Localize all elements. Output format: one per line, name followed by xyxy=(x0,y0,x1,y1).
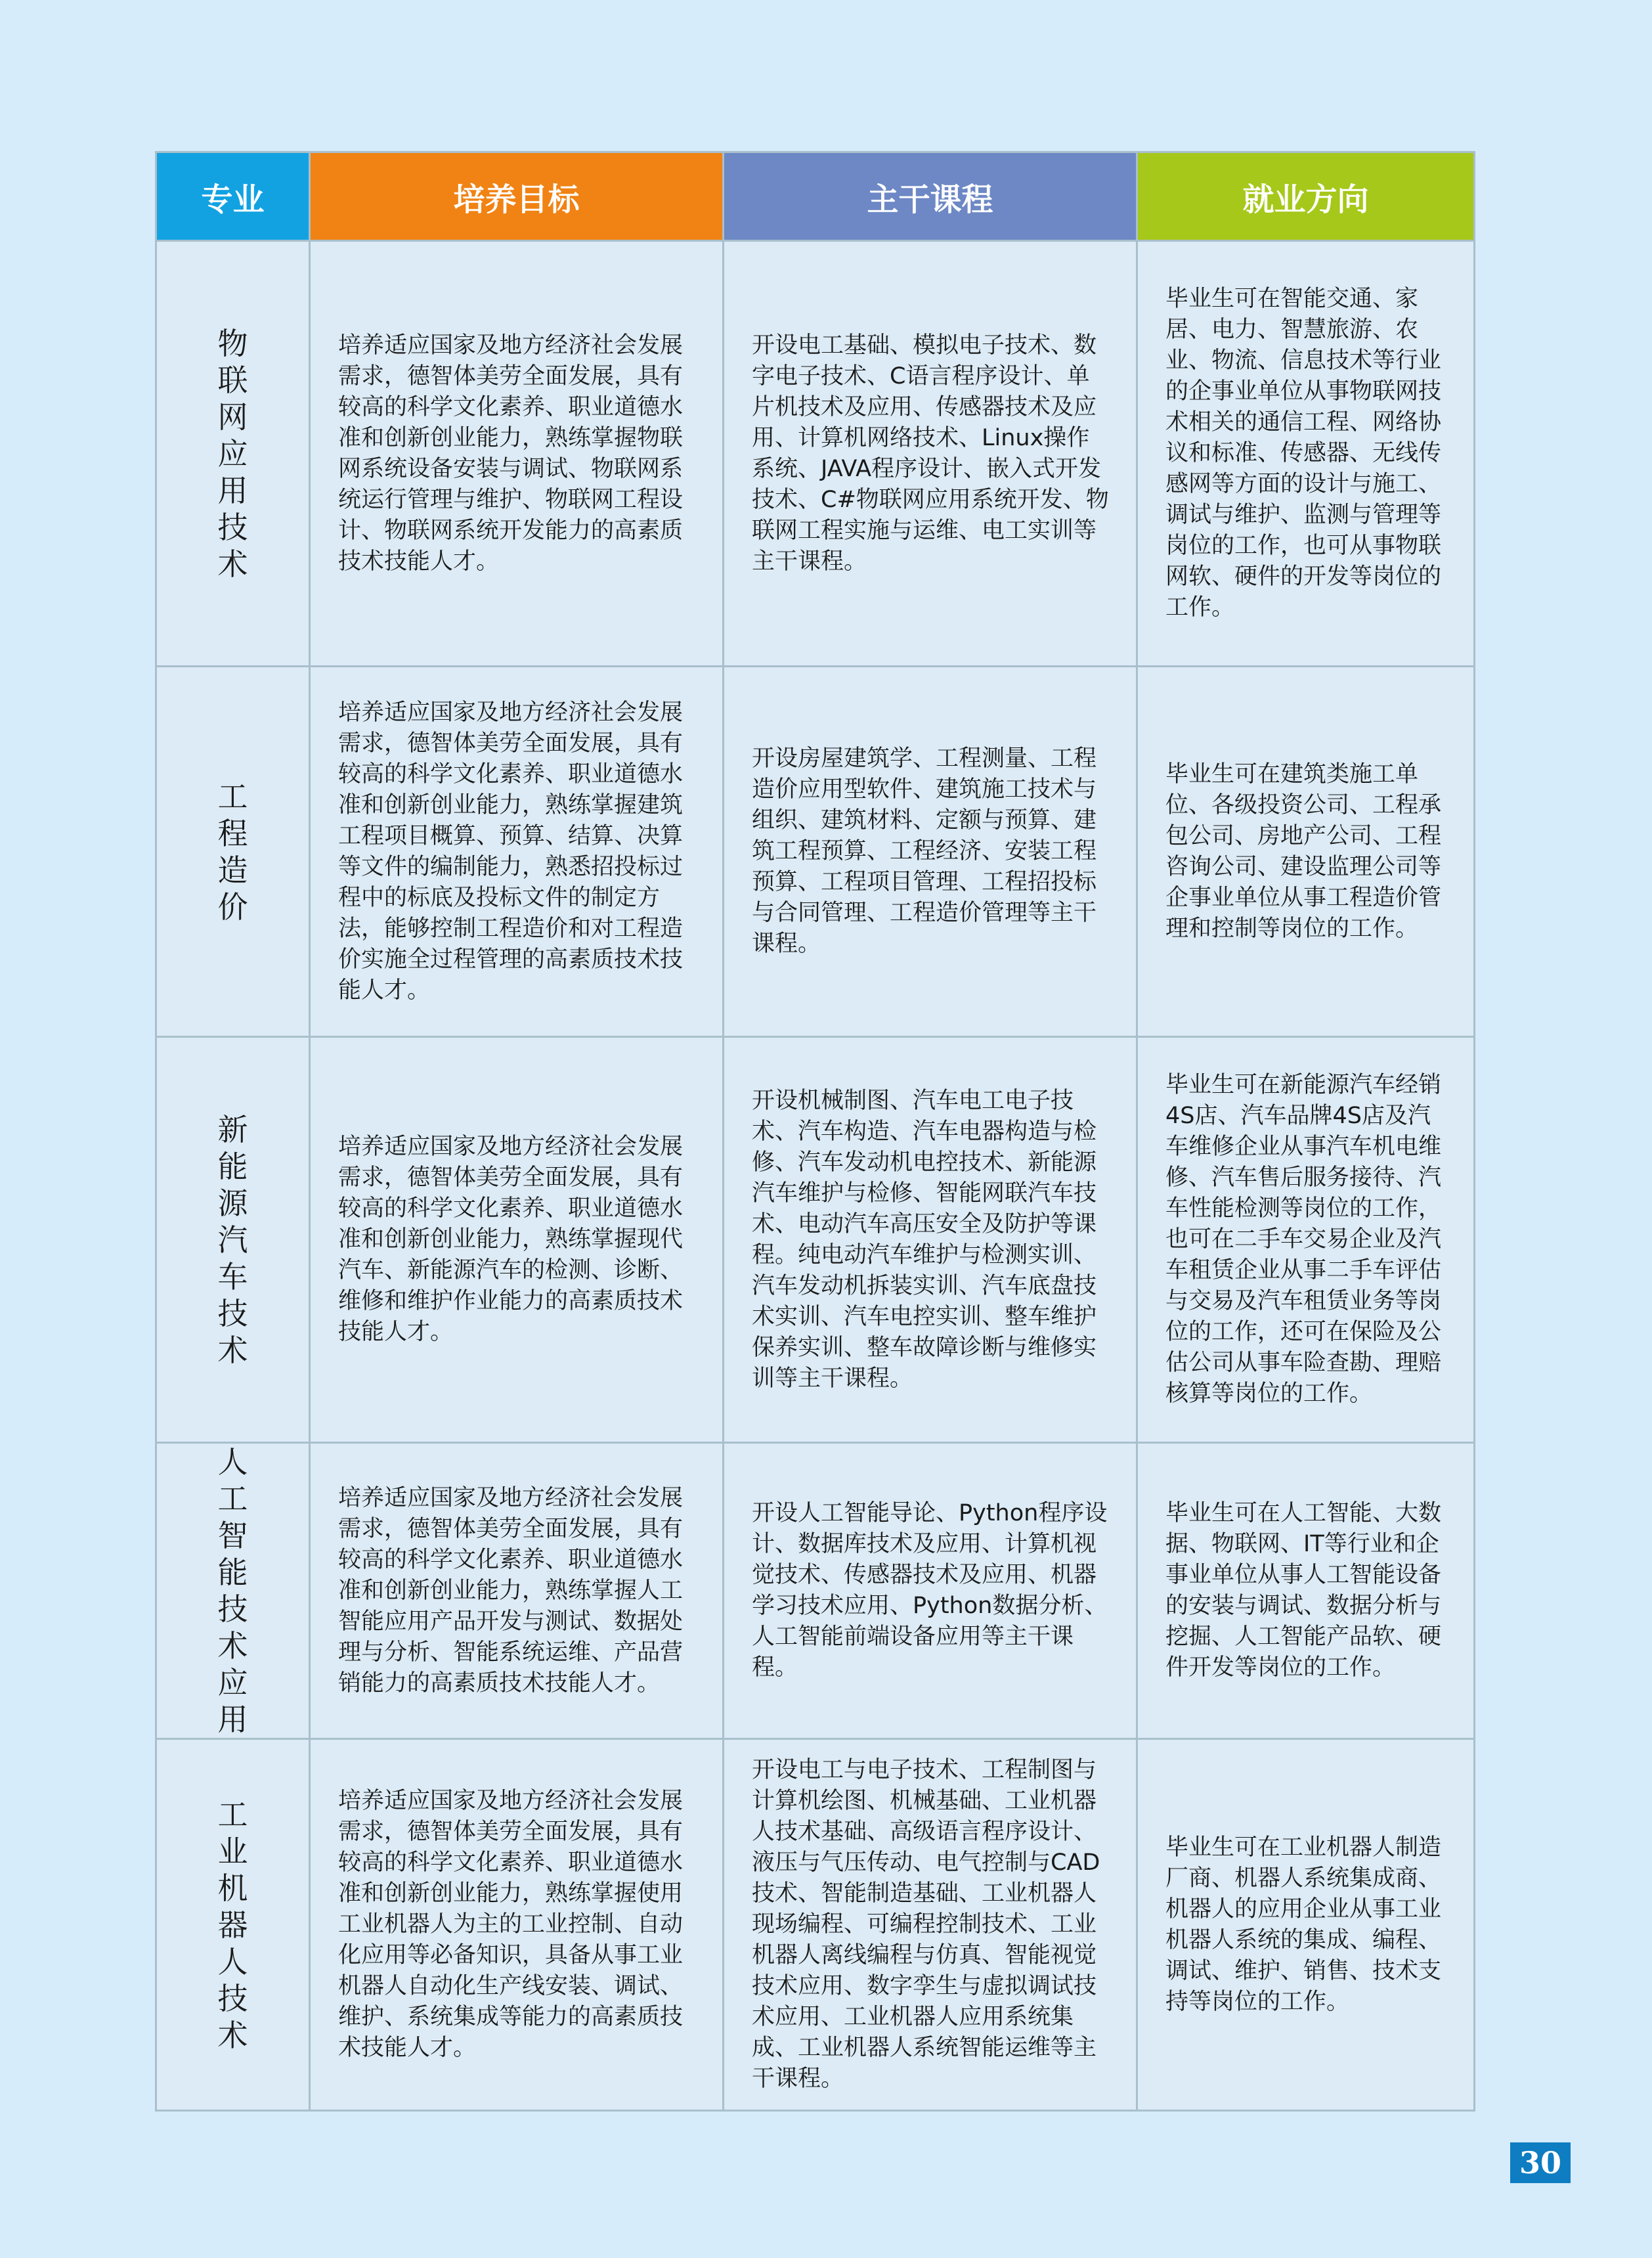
career-cell: 毕业生可在人工智能、大数据、物联网、IT等行业和企事业单位从事人工智能设备的安装与调试、数据分析与挖掘、人工智能产品软、硬件开发等岗位的工作。 xyxy=(1137,1443,1475,1739)
major-cell xyxy=(156,1739,310,2111)
major-name: 人工智能技术应用 xyxy=(217,1444,248,1737)
major-table xyxy=(155,151,1475,2112)
major-table-container xyxy=(155,151,1473,2112)
courses-cell: 开设房屋建筑学、工程测量、工程造价应用型软件、建筑施工技术与组织、建筑材料、定额与预算、建筑工程预算、工程经济、安装工程预算、工程项目管理、工程招投标与合同管理、工程造价管理等主干课程。 xyxy=(724,667,1137,1037)
goal-cell: 培养适应国家及地方经济社会发展需求，德智体美劳全面发展，具有较高的科学文化素养、职业道德水准和创新创业能力，熟练掌握物联网系统设备安装与调试、物联网系统运行管理与维护、物联网工程设计、物联网系统开发能力的高素质技术技能人才。 xyxy=(310,241,724,667)
header-career: 就业方向 xyxy=(1137,152,1475,241)
courses-cell: 开设电工与电子技术、工程制图与计算机绘图、机械基础、工业机器人技术基础、高级语言程序设计、液压与气压传动、电气控制与CAD技术、智能制造基础、工业机器人现场编程、可编程控制技术、工业机器人离线编程与仿真、智能视觉技术应用、数字孪生与虚拟调试技术应用、工业机器人应用系统集成、工业机器人系统智能运维等主干课程。 xyxy=(724,1739,1137,2111)
major-cell xyxy=(156,667,310,1037)
table-row xyxy=(156,1037,1475,1443)
courses-cell: 开设电工基础、模拟电子技术、数字电子技术、C语言程序设计、单片机技术及应用、传感器技术及应用、计算机网络技术、Linux操作系统、JAVA程序设计、嵌入式开发技术、C#物联网应用系统开发、物联网工程实施与运维、电工实训等主干课程。 xyxy=(724,241,1137,667)
table-row xyxy=(156,241,1475,667)
table-header-row xyxy=(156,152,1475,241)
career-cell: 毕业生可在智能交通、家居、电力、智慧旅游、农业、物流、信息技术等行业的企事业单位从事物联网技术相关的通信工程、网络协议和标准、传感器、无线传感网等方面的设计与施工、调试与维护、监测与管理等岗位的工作，也可从事物联网软、硬件的开发等岗位的工作。 xyxy=(1137,241,1475,667)
career-cell: 毕业生可在建筑类施工单位、各级投资公司、工程承包公司、房地产公司、工程咨询公司、建设监理公司等企事业单位从事工程造价管理和控制等岗位的工作。 xyxy=(1137,667,1475,1037)
header-goal: 培养目标 xyxy=(310,152,724,241)
career-cell: 毕业生可在工业机器人制造厂商、机器人系统集成商、机器人的应用企业从事工业机器人系统的集成、编程、调试、维护、销售、技术支持等岗位的工作。 xyxy=(1137,1739,1475,2111)
goal-cell: 培养适应国家及地方经济社会发展需求，德智体美劳全面发展，具有较高的科学文化素养、职业道德水准和创新创业能力，熟练掌握建筑工程项目概算、预算、结算、决算等文件的编制能力，熟悉招投标过程中的标底及投标文件的制定方法，能够控制工程造价和对工程造价实施全过程管理的高素质技术技能人才。 xyxy=(310,667,724,1037)
goal-cell: 培养适应国家及地方经济社会发展需求，德智体美劳全面发展，具有较高的科学文化素养、职业道德水准和创新创业能力，熟练掌握使用工业机器人为主的工业控制、自动化应用等必备知识，具备从事工业机器人自动化生产线安装、调试、维护、系统集成等能力的高素质技术技能人才。 xyxy=(310,1739,724,2111)
goal-cell: 培养适应国家及地方经济社会发展需求，德智体美劳全面发展，具有较高的科学文化素养、职业道德水准和创新创业能力，熟练掌握现代汽车、新能源汽车的检测、诊断、维修和维护作业能力的高素质技术技能人才。 xyxy=(310,1037,724,1443)
career-cell: 毕业生可在新能源汽车经销4S店、汽车品牌4S店及汽车维修企业从事汽车机电维修、汽车售后服务接待、汽车性能检测等岗位的工作，也可在二手车交易企业及汽车租赁企业从事二手车评估与交易及汽车租赁业务等岗位的工作，还可在保险及公估公司从事车险查勘、理赔核算等岗位的工作。 xyxy=(1137,1037,1475,1443)
header-major: 专业 xyxy=(156,152,310,241)
table-row xyxy=(156,1739,1475,2111)
major-cell xyxy=(156,1443,310,1739)
major-name: 新能源汽车技术 xyxy=(217,1111,248,1368)
goal-cell: 培养适应国家及地方经济社会发展需求，德智体美劳全面发展，具有较高的科学文化素养、职业道德水准和创新创业能力，熟练掌握人工智能应用产品开发与测试、数据处理与分析、智能系统运维、产品营销能力的高素质技术技能人才。 xyxy=(310,1443,724,1739)
header-courses: 主干课程 xyxy=(724,152,1137,241)
major-cell xyxy=(156,1037,310,1443)
major-name: 工程造价 xyxy=(217,778,248,925)
page-number: 30 xyxy=(1510,2142,1571,2183)
major-name: 工业机器人技术 xyxy=(217,1796,248,2053)
major-cell xyxy=(156,241,310,667)
table-row xyxy=(156,667,1475,1037)
table-row xyxy=(156,1443,1475,1739)
courses-cell: 开设机械制图、汽车电工电子技术、汽车构造、汽车电器构造与检修、汽车发动机电控技术、新能源汽车维护与检修、智能网联汽车技术、电动汽车高压安全及防护等课程。纯电动汽车维护与检测实训、汽车发动机拆装实训、汽车底盘技术实训、汽车电控实训、整车维护保养实训、整车故障诊断与维修实训等主干课程。 xyxy=(724,1037,1137,1443)
courses-cell: 开设人工智能导论、Python程序设计、数据库技术及应用、计算机视觉技术、传感器技术及应用、机器学习技术应用、Python数据分析、人工智能前端设备应用等主干课程。 xyxy=(724,1443,1137,1739)
major-name: 物联网应用技术 xyxy=(217,325,248,582)
